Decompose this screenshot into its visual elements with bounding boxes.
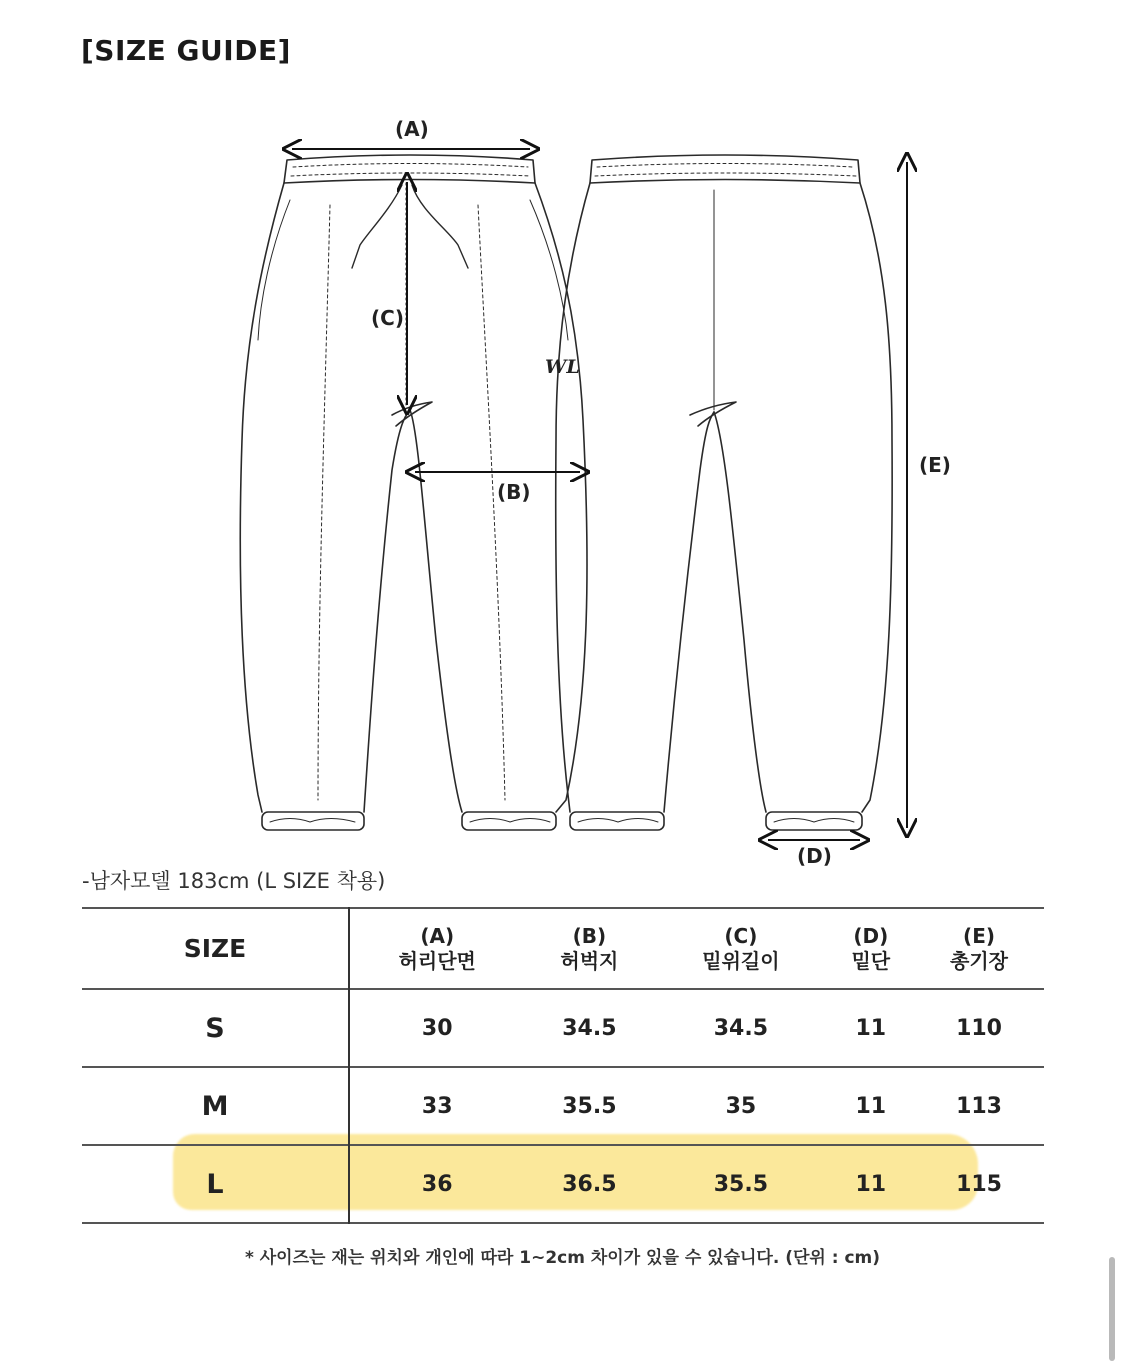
size-table: [82, 907, 1044, 1224]
cell-size: S: [82, 989, 349, 1067]
label-a: (A): [395, 117, 429, 141]
cell-a: 33: [421, 1093, 453, 1119]
header-a: (A) 허리단면: [398, 923, 476, 973]
header-size: SIZE: [82, 908, 349, 989]
cell-e: 110: [956, 1015, 1002, 1041]
model-note: -남자모델 183cm (L SIZE 착용): [82, 869, 386, 893]
cell-b: 34.5: [562, 1015, 617, 1041]
cell-size: L: [82, 1145, 349, 1223]
page-title: [SIZE GUIDE]: [81, 34, 291, 67]
label-d: (D): [797, 844, 832, 868]
table-row: [82, 989, 1044, 1067]
header-e: (E) 총기장: [950, 923, 1009, 973]
cell-c: 35: [725, 1093, 757, 1119]
header-b: (B) 허벅지: [560, 923, 619, 973]
footnote: * 사이즈는 재는 위치와 개인에 따라 1~2cm 차이가 있을 수 있습니다. (단위 : cm): [244, 1248, 881, 1268]
cell-b: 36.5: [562, 1171, 617, 1197]
label-c: (C): [371, 306, 404, 330]
table-row: [82, 1067, 1044, 1145]
cell-a: 30: [421, 1015, 453, 1041]
back-view: [556, 155, 892, 830]
label-e: (E): [919, 453, 951, 477]
cell-size: M: [82, 1067, 349, 1145]
brand-logo: WL: [545, 356, 580, 378]
cell-d: 11: [855, 1093, 887, 1119]
scrollbar[interactable]: [1109, 1257, 1115, 1361]
table-header-row: [82, 908, 1044, 989]
cell-a: 36: [421, 1171, 453, 1197]
table-row-highlighted: [82, 1145, 1044, 1223]
cell-c: 35.5: [713, 1171, 769, 1197]
cell-b: 35.5: [562, 1093, 617, 1119]
header-d: (D) 밑단: [851, 923, 891, 973]
cell-c: 34.5: [713, 1015, 769, 1041]
cell-e: 113: [956, 1093, 1002, 1119]
cell-d: 11: [855, 1171, 887, 1197]
cell-e: 115: [956, 1171, 1002, 1197]
front-view: [240, 155, 587, 830]
header-c: (C) 밑위길이: [702, 923, 780, 973]
cell-d: 11: [855, 1015, 887, 1041]
label-b: (B): [497, 480, 531, 504]
